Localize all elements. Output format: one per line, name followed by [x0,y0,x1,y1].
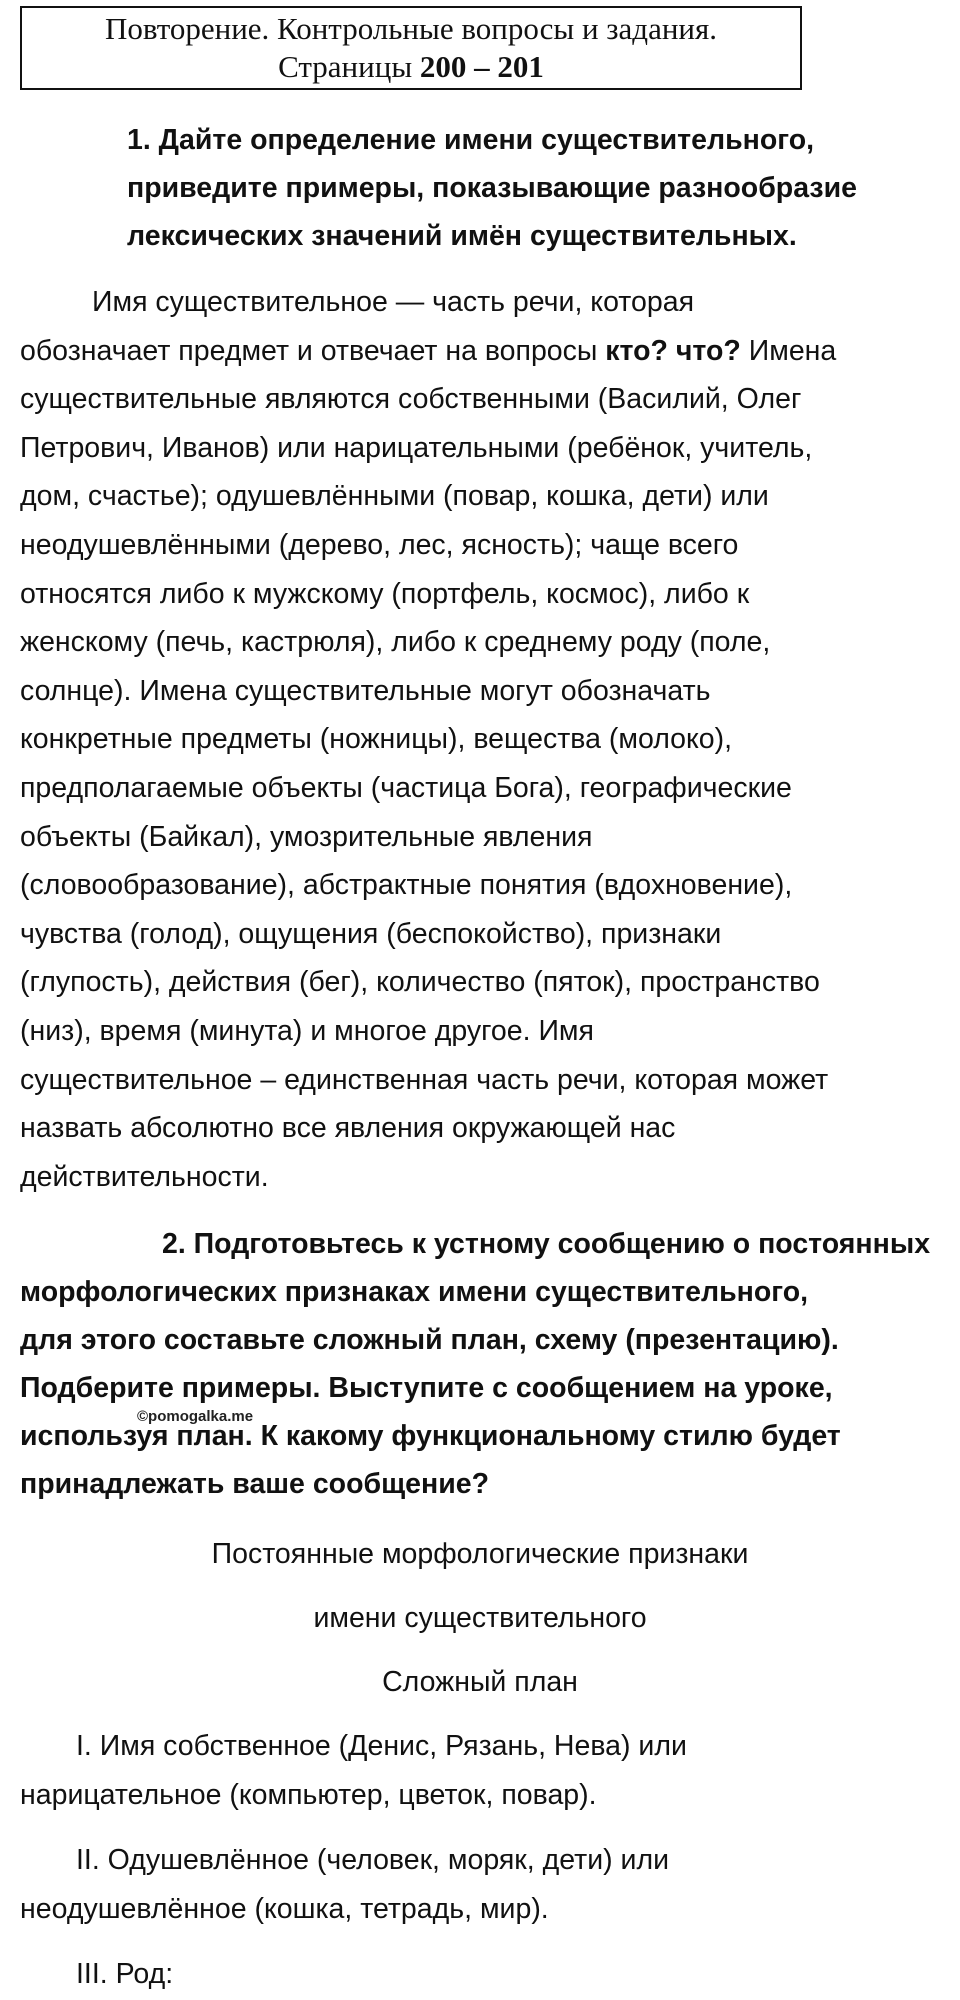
plan-heading-line1: Постоянные морфологические признаки [211,1538,749,1570]
pages-range: 200 – 201 [419,49,544,84]
answer-text: Имена [740,334,837,367]
answer-line: Имя существительное — часть речи, которая [92,286,695,318]
plan-item-line: неодушевлённое (кошка, тетрадь, мир). [20,1892,549,1925]
plan-item-2 [20,1836,960,1933]
question-2-line: для этого составьте сложный план, схему (презентацию). [20,1324,839,1356]
answer-line: чувства (голод), ощущения (беспокойство), признаки [20,917,722,950]
question-1-line: 1. Дайте определение имени существительного, [127,124,815,156]
question-1-line [127,164,959,212]
page-title-line1: Повторение. Контрольные вопросы и задания. [104,11,718,46]
plan-item-3 [20,1950,960,1999]
answer-1 [20,278,960,1201]
answer-line: неодушевлёнными (дерево, лес, ясность); чаще всего [20,528,739,561]
question-1-line: лексических значений имён существительных. [127,220,797,252]
answer-line: относятся либо к мужскому (портфель, космос), либо к [20,577,750,610]
page-title-line2 [22,48,800,86]
plan-item-line: III. Род: [76,1958,174,1990]
question-2-line: 2. Подготовьтесь к устному сообщению о постоянных [162,1228,931,1260]
answer-line: солнце). Имена существительные могут обозначать [20,674,711,707]
answer-line: конкретные предметы (ножницы), вещества (молоко), [20,723,733,756]
watermark: ©pomogalka.me [137,1408,254,1425]
answer-emphasis: кто? что? [605,334,741,367]
plan-heading-line3: Сложный план [382,1666,578,1698]
answer-line: предполагаемые объекты (частица Бога), географические [20,771,792,804]
question-1 [127,116,959,260]
question-2-line: Подберите примеры. Выступите с сообщением на уроке, [20,1372,833,1404]
answer-line: дом, счастье); одушевлёнными (повар, кошка, дети) или [20,480,769,513]
plan-item-line: нарицательное (компьютер, цветок, повар). [20,1778,597,1811]
answer-line [20,327,960,376]
answer-line: назвать абсолютно все явления окружающей нас [20,1112,676,1145]
plan-item-line: I. Имя собственное (Денис, Рязань, Нева) или [76,1730,687,1762]
question-2-line: используя план. К какому функциональному стилю будет [20,1420,841,1452]
question-2 [20,1220,960,1508]
answer-line: существительные являются собственными (Василий, Олег [20,383,802,416]
question-1-text: приведите примеры, показывающие разнообразие [127,172,857,204]
answer-line: женскому (печь, кастрюля), либо к среднему роду (поле, [20,626,771,659]
question-2-line: принадлежать ваше сообщение? [20,1468,489,1500]
question-2-line: морфологических признаках имени существительного, [20,1276,809,1308]
answer-line: (словообразование), абстрактные понятия (вдохновение), [20,869,793,902]
answer-text: обозначает предмет и отвечает на вопросы [20,334,606,367]
pages-label: Страницы [278,49,420,84]
answer-line: Петрович, Иванов) или нарицательными (ребёнок, учитель, [20,431,813,464]
plan-heading-line2: имени существительного [313,1602,647,1634]
answer-line: (низ), время (минута) и многое другое. Имя [20,1014,594,1047]
plan-item-line: II. Одушевлённое (человек, моряк, дети) или [76,1844,669,1876]
answer-line: (глупость), действия (бег), количество (пяток), пространство [20,966,820,999]
plan-item-1 [20,1722,960,1819]
answer-line: объекты (Байкал), умозрительные явления [20,820,593,853]
answer-line: существительное – единственная часть речи, которая может [20,1063,829,1096]
page-title-box [20,6,802,90]
answer-line: действительности. [20,1160,269,1193]
